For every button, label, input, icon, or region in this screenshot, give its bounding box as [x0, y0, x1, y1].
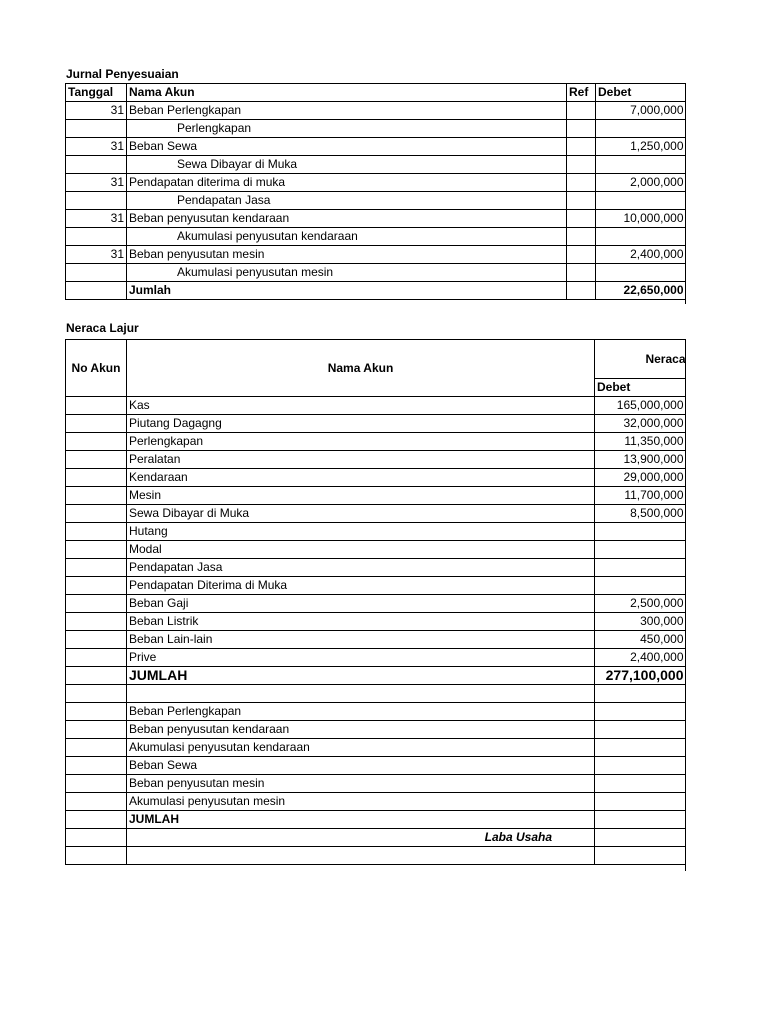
cell-ref[interactable]	[567, 174, 596, 192]
cell-debet[interactable]	[596, 264, 686, 282]
cell-no-akun[interactable]	[66, 811, 127, 829]
cell-akun[interactable]: Akumulasi penyusutan kendaraan	[127, 228, 567, 246]
cell-debet[interactable]: 2,500,000	[595, 595, 686, 613]
cell-debet[interactable]: 2,400,000	[596, 246, 686, 264]
cell-debet[interactable]	[595, 829, 686, 847]
cell-akun[interactable]: Beban Gaji	[127, 595, 595, 613]
table-row	[66, 631, 686, 649]
table-row	[66, 847, 686, 865]
cell-no-akun[interactable]	[66, 685, 127, 703]
cell-debet[interactable]	[595, 577, 686, 595]
table-row	[66, 264, 686, 282]
cell-no-akun[interactable]	[66, 631, 127, 649]
header-nama-akun: Nama Akun	[127, 340, 595, 397]
cell-no-akun[interactable]	[66, 775, 127, 793]
cell-debet[interactable]: 2,000,000	[596, 174, 686, 192]
cell-akun[interactable]: Beban Sewa	[127, 138, 567, 156]
cell-tanggal[interactable]	[66, 264, 127, 282]
neraca-jumlah2-row	[66, 811, 686, 829]
neraca-header-row	[66, 340, 686, 379]
cell-debet[interactable]	[595, 523, 686, 541]
cell-debet[interactable]: 450,000	[595, 631, 686, 649]
cell-debet[interactable]: 7,000,000	[596, 102, 686, 120]
table-row	[66, 541, 686, 559]
cell-tanggal[interactable]	[66, 282, 127, 300]
cell-akun[interactable]: Pendapatan Jasa	[127, 559, 595, 577]
jurnal-title: Jurnal Penyesuaian	[66, 67, 179, 81]
total-label[interactable]: Jumlah	[127, 282, 567, 300]
cell-ref[interactable]	[567, 228, 596, 246]
cell-no-akun[interactable]	[66, 649, 127, 667]
cell-debet[interactable]: 11,700,000	[595, 487, 686, 505]
jurnal-header-row	[66, 84, 686, 102]
cell-ref[interactable]	[567, 282, 596, 300]
cell-no-akun[interactable]	[66, 559, 127, 577]
cell-ref[interactable]	[567, 102, 596, 120]
table-row	[66, 721, 686, 739]
cell-debet[interactable]	[595, 757, 686, 775]
cell-akun[interactable]: Beban Perlengkapan	[127, 102, 567, 120]
cell-debet[interactable]: 1,250,000	[596, 138, 686, 156]
table-row	[66, 523, 686, 541]
table-row	[66, 577, 686, 595]
table-row	[66, 451, 686, 469]
table-row	[66, 469, 686, 487]
cell-no-akun[interactable]	[66, 397, 127, 415]
table-row	[66, 156, 686, 174]
table-row	[66, 559, 686, 577]
cell-debet[interactable]: 13,900,000	[595, 451, 686, 469]
header-tanggal: Tanggal	[66, 84, 127, 102]
cell-no-akun[interactable]	[66, 721, 127, 739]
cell-akun[interactable]: Sewa Dibayar di Muka	[127, 156, 567, 174]
cell-debet[interactable]	[595, 721, 686, 739]
cell-tanggal[interactable]	[66, 120, 127, 138]
cell-ref[interactable]	[567, 156, 596, 174]
table-row	[66, 613, 686, 631]
cell-akun[interactable]	[127, 847, 595, 865]
cell-akun[interactable]: Kendaraan	[127, 469, 595, 487]
cell-no-akun[interactable]	[66, 595, 127, 613]
cell-akun[interactable]: Beban penyusutan kendaraan	[127, 210, 567, 228]
jumlah2-label[interactable]: JUMLAH	[127, 811, 595, 829]
cell-akun[interactable]: Akumulasi penyusutan kendaraan	[127, 739, 595, 757]
header-no-akun: No Akun	[66, 340, 127, 397]
cell-akun[interactable]: Mesin	[127, 487, 595, 505]
cell-akun[interactable]: Modal	[127, 541, 595, 559]
cell-akun[interactable]: Beban penyusutan mesin	[127, 246, 567, 264]
cell-akun[interactable]: Beban penyusutan mesin	[127, 775, 595, 793]
cell-debet[interactable]: 8,500,000	[595, 505, 686, 523]
cell-debet[interactable]: 2,400,000	[595, 649, 686, 667]
cell-no-akun[interactable]	[66, 433, 127, 451]
cell-no-akun[interactable]	[66, 757, 127, 775]
header-ref: Ref	[567, 84, 596, 102]
cell-debet[interactable]: 32,000,000	[595, 415, 686, 433]
table-row	[66, 757, 686, 775]
jumlah-label[interactable]: JUMLAH	[127, 667, 595, 685]
cell-no-akun[interactable]	[66, 739, 127, 757]
jurnal-table	[65, 83, 686, 300]
cell-akun[interactable]: Beban Listrik	[127, 613, 595, 631]
table-row	[66, 120, 686, 138]
cell-tanggal[interactable]: 31	[66, 174, 127, 192]
table-row	[66, 246, 686, 264]
neraca-right-border	[685, 339, 686, 871]
table-row	[66, 487, 686, 505]
cell-debet[interactable]	[596, 156, 686, 174]
cell-akun[interactable]: Peralatan	[127, 451, 595, 469]
cell-ref[interactable]	[567, 138, 596, 156]
cell-akun[interactable]: Pendapatan diterima di muka	[127, 174, 567, 192]
cell-ref[interactable]	[567, 210, 596, 228]
cell-akun[interactable]: Pendapatan Diterima di Muka	[127, 577, 595, 595]
cell-debet[interactable]: 10,000,000	[596, 210, 686, 228]
cell-no-akun[interactable]	[66, 829, 127, 847]
cell-ref[interactable]	[567, 246, 596, 264]
cell-akun[interactable]: Beban Perlengkapan	[127, 703, 595, 721]
table-row	[66, 793, 686, 811]
neraca-laba-row	[66, 829, 686, 847]
cell-no-akun[interactable]	[66, 505, 127, 523]
neraca-title: Neraca Lajur	[66, 321, 139, 335]
header-debet: Debet	[595, 379, 686, 397]
cell-akun[interactable]: Piutang Dagagng	[127, 415, 595, 433]
cell-debet[interactable]	[595, 685, 686, 703]
cell-debet[interactable]: 11,350,000	[595, 433, 686, 451]
table-row	[66, 595, 686, 613]
cell-no-akun[interactable]	[66, 793, 127, 811]
cell-debet[interactable]: 300,000	[595, 613, 686, 631]
table-row	[66, 703, 686, 721]
cell-tanggal[interactable]	[66, 192, 127, 210]
cell-debet[interactable]	[595, 559, 686, 577]
table-row	[66, 433, 686, 451]
header-neraca-group: Neraca	[595, 340, 686, 379]
cell-tanggal[interactable]: 31	[66, 210, 127, 228]
cell-debet[interactable]	[596, 192, 686, 210]
cell-no-akun[interactable]	[66, 469, 127, 487]
cell-akun[interactable]	[127, 685, 595, 703]
cell-akun[interactable]: Akumulasi penyusutan mesin	[127, 264, 567, 282]
cell-tanggal[interactable]	[66, 228, 127, 246]
cell-debet[interactable]	[595, 793, 686, 811]
header-debet: Debet	[596, 84, 686, 102]
cell-no-akun[interactable]	[66, 667, 127, 685]
cell-ref[interactable]	[567, 192, 596, 210]
cell-akun[interactable]: Beban Lain-lain	[127, 631, 595, 649]
cell-debet[interactable]	[595, 541, 686, 559]
cell-no-akun[interactable]	[66, 577, 127, 595]
cell-no-akun[interactable]	[66, 613, 127, 631]
cell-debet[interactable]	[595, 739, 686, 757]
cell-no-akun[interactable]	[66, 847, 127, 865]
cell-debet[interactable]: 165,000,000	[595, 397, 686, 415]
cell-tanggal[interactable]	[66, 156, 127, 174]
cell-debet[interactable]	[595, 775, 686, 793]
cell-akun[interactable]: Pendapatan Jasa	[127, 192, 567, 210]
cell-akun[interactable]: Prive	[127, 649, 595, 667]
total-value[interactable]: 22,650,000	[596, 282, 686, 300]
table-row	[66, 775, 686, 793]
laba-usaha-label[interactable]: Laba Usaha	[127, 829, 595, 847]
cell-no-akun[interactable]	[66, 703, 127, 721]
table-row	[66, 138, 686, 156]
table-row	[66, 685, 686, 703]
cell-no-akun[interactable]	[66, 523, 127, 541]
table-row	[66, 505, 686, 523]
cell-tanggal[interactable]: 31	[66, 102, 127, 120]
table-row	[66, 192, 686, 210]
cell-akun[interactable]: Sewa Dibayar di Muka	[127, 505, 595, 523]
cell-akun[interactable]: Hutang	[127, 523, 595, 541]
jurnal-right-border	[685, 83, 686, 304]
cell-akun[interactable]: Perlengkapan	[127, 120, 567, 138]
cell-debet[interactable]	[596, 228, 686, 246]
cell-akun[interactable]: Kas	[127, 397, 595, 415]
cell-ref[interactable]	[567, 264, 596, 282]
cell-akun[interactable]: Beban penyusutan kendaraan	[127, 721, 595, 739]
table-row	[66, 739, 686, 757]
cell-akun[interactable]: Beban Sewa	[127, 757, 595, 775]
cell-debet[interactable]	[596, 120, 686, 138]
cell-akun[interactable]: Akumulasi penyusutan mesin	[127, 793, 595, 811]
cell-debet[interactable]	[595, 811, 686, 829]
cell-no-akun[interactable]	[66, 415, 127, 433]
cell-tanggal[interactable]: 31	[66, 138, 127, 156]
cell-debet[interactable]	[595, 703, 686, 721]
cell-debet[interactable]: 29,000,000	[595, 469, 686, 487]
table-row	[66, 174, 686, 192]
cell-no-akun[interactable]	[66, 487, 127, 505]
jumlah-value[interactable]: 277,100,000	[595, 667, 686, 685]
table-row	[66, 415, 686, 433]
table-row	[66, 397, 686, 415]
cell-no-akun[interactable]	[66, 541, 127, 559]
jurnal-total-row	[66, 282, 686, 300]
cell-akun[interactable]: Perlengkapan	[127, 433, 595, 451]
cell-ref[interactable]	[567, 120, 596, 138]
cell-tanggal[interactable]: 31	[66, 246, 127, 264]
table-row	[66, 228, 686, 246]
table-row	[66, 210, 686, 228]
neraca-jumlah-row	[66, 667, 686, 685]
header-nama-akun: Nama Akun	[127, 84, 567, 102]
cell-debet[interactable]	[595, 847, 686, 865]
table-row	[66, 649, 686, 667]
cell-no-akun[interactable]	[66, 451, 127, 469]
neraca-table	[65, 339, 686, 865]
table-row	[66, 102, 686, 120]
